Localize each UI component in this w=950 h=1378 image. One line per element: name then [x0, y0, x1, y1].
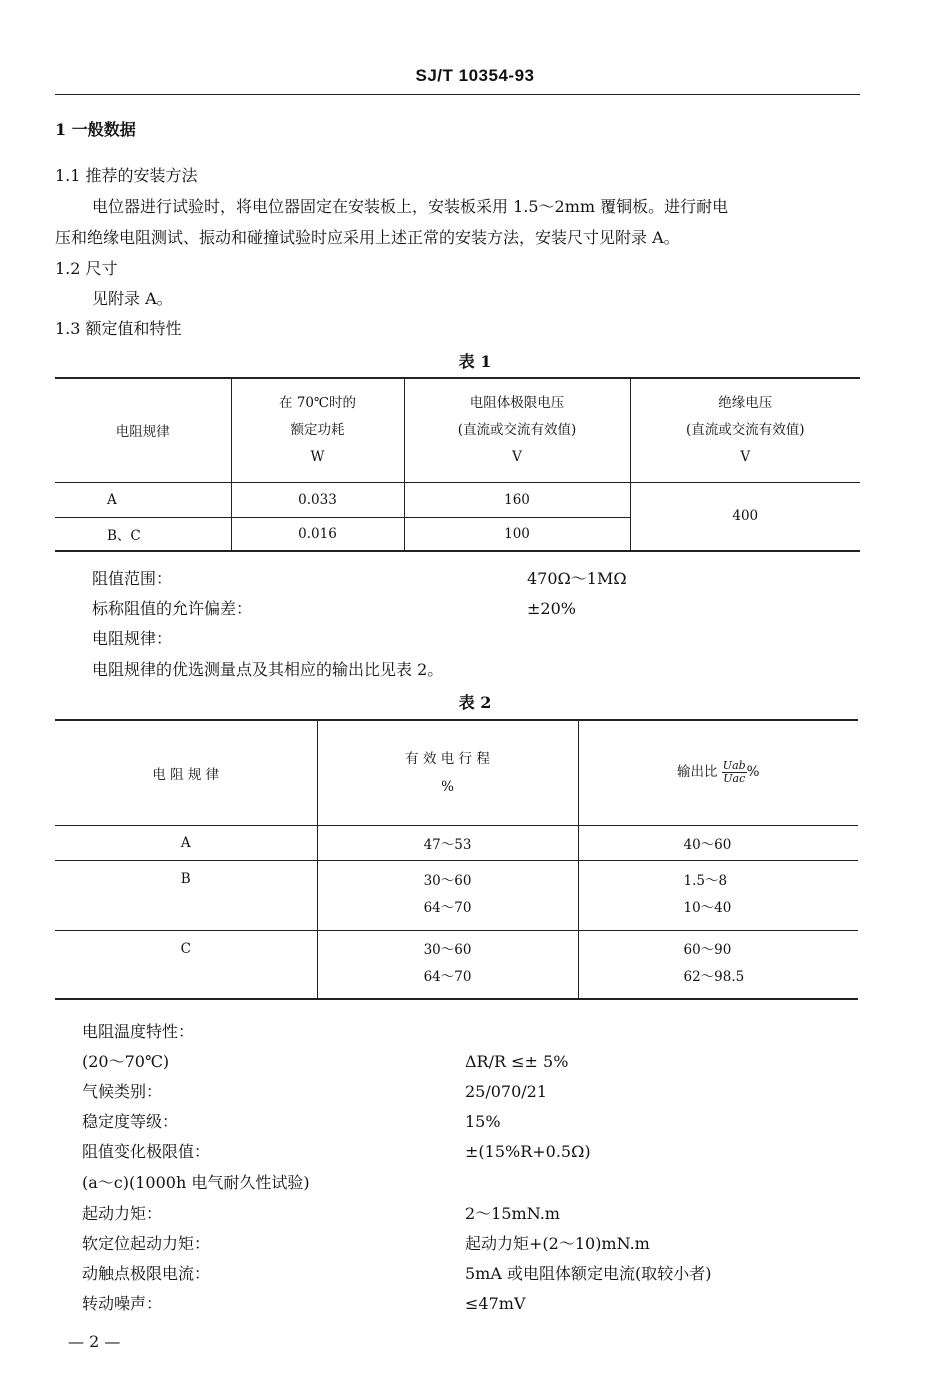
spec-label: (a～c)(1000h 电气耐久性试验) — [82, 1173, 310, 1192]
table-row — [55, 825, 858, 860]
table1-header-insulation-voltage: 绝缘电压 (直流或交流有效值) V — [630, 378, 860, 482]
section-1-1-heading: 1.1 推荐的安装方法 — [55, 166, 198, 185]
table1-header-law: 电阻规律 — [55, 378, 231, 482]
table2-cell-law: A — [55, 825, 317, 860]
section-1-1-para-line1: 电位器进行试验时，将电位器固定在安装板上，安装板采用 1.5～2mm 覆铜板。进行耐电 — [92, 197, 729, 216]
resistance-law-text: 电阻规律的优选测量点及其相应的输出比见表 2。 — [92, 660, 444, 679]
table1-cell-power: 0.016 — [231, 517, 404, 551]
spec-label: 电阻温度特性： — [82, 1022, 195, 1041]
spec-label: (20～70℃) — [82, 1052, 170, 1071]
table1-cell-insulation-voltage: 400 — [630, 482, 860, 551]
table1-cell-law: A — [55, 482, 231, 517]
spec-value: ≤47mV — [465, 1294, 526, 1313]
table-row — [55, 930, 858, 999]
table2-header-ratio: 输出比 $\frac{\text{Uab}}{\text{Uac}}$ % — [578, 720, 858, 825]
table2-cell-law: B — [55, 860, 317, 930]
resistance-range-value: 470Ω～1MΩ — [527, 569, 627, 588]
table2-header-travel: 有 效 电 行 程 % — [317, 720, 578, 825]
spec-value: 15% — [465, 1112, 501, 1131]
table1 — [55, 377, 860, 552]
table2-cell-travel: 47～53 — [317, 825, 578, 860]
resistance-range-label: 阻值范围： — [92, 569, 173, 588]
ratio-fraction: $\frac{\text{Uab}}{\text{Uac}}$ — [722, 759, 746, 786]
spec-label: 气候类别： — [82, 1082, 163, 1101]
table2 — [55, 719, 858, 1000]
table1-header-limit-voltage: 电阻体极限电压 (直流或交流有效值) V — [404, 378, 630, 482]
tolerance-value: ±20% — [527, 599, 576, 618]
table1-cell-limit-voltage: 100 — [404, 517, 630, 551]
resistance-law-label: 电阻规律： — [92, 629, 173, 648]
spec-label: 稳定度等级： — [82, 1112, 179, 1131]
table-row — [55, 860, 858, 930]
table2-cell-law: C — [55, 930, 317, 999]
spec-label: 动触点极限电流： — [82, 1264, 211, 1283]
table2-cell-ratio: 40～60 — [578, 825, 858, 860]
spec-value: 25/070/21 — [465, 1082, 548, 1101]
table1-header-power: 在 70℃时的 额定功耗 W — [231, 378, 404, 482]
table1-cell-power: 0.033 — [231, 482, 404, 517]
table2-cell-travel: 30～60 64～70 — [317, 930, 578, 999]
table1-cell-limit-voltage: 160 — [404, 482, 630, 517]
spec-value: 2～15mN.m — [465, 1204, 560, 1223]
table-row — [55, 482, 860, 517]
spec-value: 5mA 或电阻体额定电流(取较小者) — [465, 1264, 712, 1283]
spec-value: ±(15%R+0.5Ω) — [465, 1142, 591, 1161]
table2-cell-ratio: 1.5～8 10～40 — [578, 860, 858, 930]
spec-label: 阻值变化极限值： — [82, 1142, 211, 1161]
table1-caption: 表 1 — [458, 352, 492, 371]
section-1-3-heading: 1.3 额定值和特性 — [55, 319, 182, 338]
header-rule — [55, 94, 860, 95]
page-number: — 2 — — [68, 1332, 121, 1351]
section-1-1-para-line2: 压和绝缘电阻测试、振动和碰撞试验时应采用上述正常的安装方法，安装尺寸见附录 A。 — [55, 228, 680, 247]
spec-label: 转动噪声： — [82, 1294, 163, 1313]
section-1-2-heading: 1.2 尺寸 — [55, 259, 118, 278]
tolerance-label: 标称阻值的允许偏差： — [92, 599, 253, 618]
table2-cell-travel: 30～60 64～70 — [317, 860, 578, 930]
section-1-2-para: 见附录 A。 — [92, 289, 173, 308]
table2-header-law: 电 阻 规 律 — [55, 720, 317, 825]
spec-value: ΔR/R ≤± 5% — [465, 1052, 569, 1071]
spec-label: 起动力矩： — [82, 1204, 163, 1223]
table1-cell-law: B、C — [55, 517, 231, 551]
spec-label: 软定位起动力矩： — [82, 1234, 211, 1253]
spec-value: 起动力矩+(2～10)mN.m — [465, 1234, 650, 1253]
section-1-heading: 1 一般数据 — [55, 120, 136, 139]
table2-cell-ratio: 60～90 62～98.5 — [578, 930, 858, 999]
table2-caption: 表 2 — [458, 693, 492, 712]
document-number: SJ/T 10354-93 — [415, 66, 535, 85]
